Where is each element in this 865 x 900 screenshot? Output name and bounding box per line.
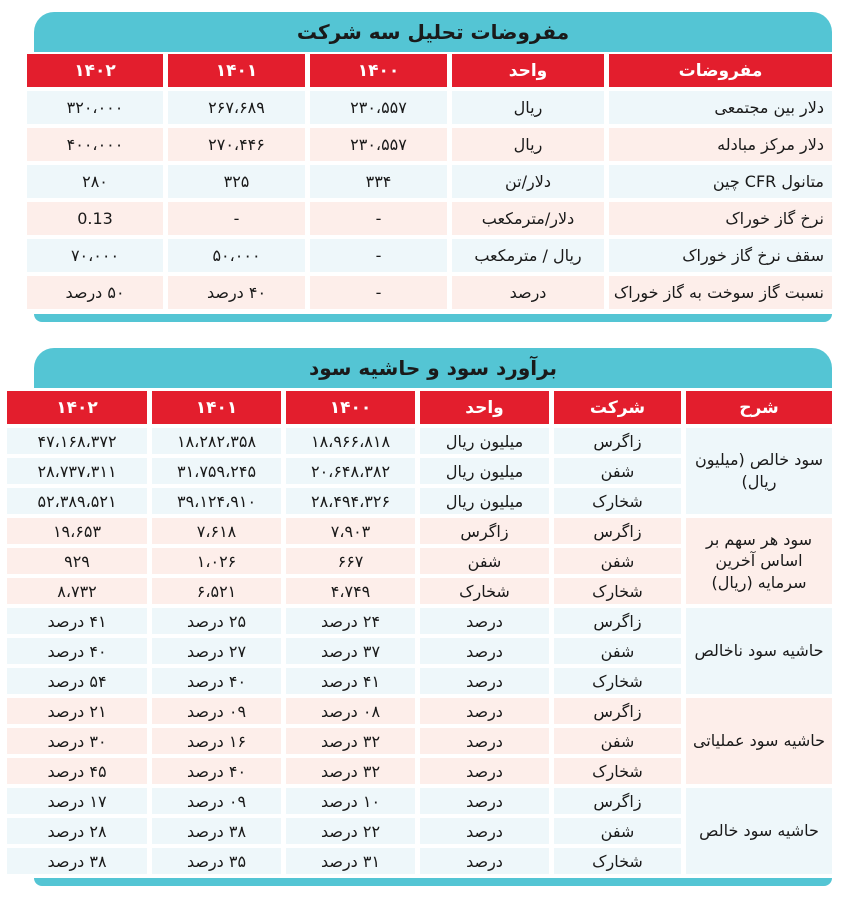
column-header: مفروضات: [609, 54, 832, 87]
company-cell: زاگرس: [554, 428, 681, 454]
table-cell: ۴۷،۱۶۸،۳۷۲: [7, 428, 147, 454]
table-cell: ۱۸،۹۶۶،۸۱۸: [286, 428, 415, 454]
table-cell: ۳۸ درصد: [7, 848, 147, 874]
table-cell: ریال: [452, 128, 604, 161]
table-cell: دلار/تن: [452, 165, 604, 198]
table-cell: ۲۳۰،۵۵۷: [310, 91, 447, 124]
table-cell: ۴۰ درصد: [152, 668, 281, 694]
column-header: واحد: [420, 391, 549, 424]
table-cell: ۷،۹۰۳: [286, 518, 415, 544]
table-cell: ۲۱ درصد: [7, 698, 147, 724]
table-cell: ۱۹،۶۵۳: [7, 518, 147, 544]
table-cell: ۳۲ درصد: [286, 758, 415, 784]
company-cell: زاگرس: [554, 608, 681, 634]
company-cell: زاگرس: [554, 788, 681, 814]
table-cell: ۳۷ درصد: [286, 638, 415, 664]
assumptions-title: مفروضات تحلیل سه شرکت: [34, 12, 832, 52]
table-cell: ۶،۵۲۱: [152, 578, 281, 604]
group-label: حاشیه سود عملیاتی: [686, 698, 832, 784]
table-cell: شخارک: [420, 578, 549, 604]
company-cell: شفن: [554, 638, 681, 664]
group-label: سود خالص (میلیون ریال): [686, 428, 832, 514]
column-header: ۱۴۰۰: [286, 391, 415, 424]
table-cell: ریال / مترمکعب: [452, 239, 604, 272]
profit-table: [18, 391, 832, 874]
table-cell: ۰۹ درصد: [152, 788, 281, 814]
table-cell: -: [310, 239, 447, 272]
column-header: ۱۴۰۰: [310, 54, 447, 87]
table-cell: ۳۲۵: [168, 165, 305, 198]
table-cell: -: [310, 202, 447, 235]
table-cell: ۹۲۹: [7, 548, 147, 574]
row-label: دلار مرکز مبادله: [609, 128, 832, 161]
table-cell: درصد: [420, 818, 549, 844]
company-cell: شفن: [554, 548, 681, 574]
table-cell: -: [310, 276, 447, 309]
table-cell: درصد: [420, 728, 549, 754]
table-cell: میلیون ریال: [420, 458, 549, 484]
table-cell: درصد: [420, 608, 549, 634]
company-cell: زاگرس: [554, 698, 681, 724]
table-cell: ۷،۶۱۸: [152, 518, 281, 544]
table-cell: ۲۷ درصد: [152, 638, 281, 664]
group-label: حاشیه سود ناخالص: [686, 608, 832, 694]
row-label: سقف نرخ گاز خوراک: [609, 239, 832, 272]
table-cell: شفن: [420, 548, 549, 574]
table-cell: درصد: [420, 758, 549, 784]
table-cell: ۳۹،۱۲۴،۹۱۰: [152, 488, 281, 514]
table-cell: 0.13: [27, 202, 163, 235]
table-cell: درصد: [420, 668, 549, 694]
table-cell: ۴۰ درصد: [7, 638, 147, 664]
table-cell: ۳۰ درصد: [7, 728, 147, 754]
table-cell: -: [168, 202, 305, 235]
company-cell: شخارک: [554, 488, 681, 514]
row-label: نسبت گاز سوخت به گاز خوراک: [609, 276, 832, 309]
column-header: شرح: [686, 391, 832, 424]
row-label: نرخ گاز خوراک: [609, 202, 832, 235]
table-cell: ۰۹ درصد: [152, 698, 281, 724]
table-cell: ۴۰ درصد: [152, 758, 281, 784]
table-cell: ریال: [452, 91, 604, 124]
column-header: ۱۴۰۱: [152, 391, 281, 424]
column-header: ۱۴۰۱: [168, 54, 305, 87]
column-header: ۱۴۰۲: [27, 54, 163, 87]
table-cell: ۱۸،۲۸۲،۳۵۸: [152, 428, 281, 454]
table-cell: ۴۰۰،۰۰۰: [27, 128, 163, 161]
table-cell: ۴،۷۴۹: [286, 578, 415, 604]
column-header: شرکت: [554, 391, 681, 424]
table-cell: درصد: [420, 638, 549, 664]
table-cell: ۳۲۰،۰۰۰: [27, 91, 163, 124]
table-cell: ۲۸،۷۳۷،۳۱۱: [7, 458, 147, 484]
company-cell: شخارک: [554, 578, 681, 604]
profit-bottom-bar: [34, 878, 832, 886]
assumptions-bottom-bar: [34, 314, 832, 322]
table-cell: ۲۸ درصد: [7, 818, 147, 844]
profit-section: [22, 348, 832, 888]
company-cell: شخارک: [554, 758, 681, 784]
column-header: ۱۴۰۲: [7, 391, 147, 424]
table-cell: میلیون ریال: [420, 488, 549, 514]
table-cell: ۳۱،۷۵۹،۲۴۵: [152, 458, 281, 484]
table-cell: درصد: [420, 698, 549, 724]
table-cell: ۲۳۰،۵۵۷: [310, 128, 447, 161]
row-label: متانول CFR چین: [609, 165, 832, 198]
table-cell: ۴۵ درصد: [7, 758, 147, 784]
company-cell: شخارک: [554, 668, 681, 694]
table-cell: دلار/مترمکعب: [452, 202, 604, 235]
table-cell: ۶۶۷: [286, 548, 415, 574]
table-cell: ۴۱ درصد: [7, 608, 147, 634]
table-cell: ۴۰ درصد: [168, 276, 305, 309]
assumptions-table: [22, 54, 832, 309]
table-cell: ۵۰ درصد: [27, 276, 163, 309]
table-cell: ۰۸ درصد: [286, 698, 415, 724]
group-label: حاشیه سود خالص: [686, 788, 832, 874]
table-cell: درصد: [452, 276, 604, 309]
table-cell: ۲۸۰: [27, 165, 163, 198]
table-cell: ۲۵ درصد: [152, 608, 281, 634]
group-label: سود هر سهم بر اساس آخرین سرمایه (ریال): [686, 518, 832, 604]
table-cell: ۳۱ درصد: [286, 848, 415, 874]
table-cell: درصد: [420, 848, 549, 874]
company-cell: شخارک: [554, 848, 681, 874]
company-cell: شفن: [554, 818, 681, 844]
table-cell: ۱۷ درصد: [7, 788, 147, 814]
table-cell: ۱۰ درصد: [286, 788, 415, 814]
table-cell: درصد: [420, 788, 549, 814]
table-cell: ۲۰،۶۴۸،۳۸۲: [286, 458, 415, 484]
company-cell: شفن: [554, 728, 681, 754]
table-cell: ۳۸ درصد: [152, 818, 281, 844]
table-cell: ۲۸،۴۹۴،۳۲۶: [286, 488, 415, 514]
column-header: واحد: [452, 54, 604, 87]
table-cell: ۲۴ درصد: [286, 608, 415, 634]
table-cell: ۲۷۰،۴۴۶: [168, 128, 305, 161]
table-cell: ۲۲ درصد: [286, 818, 415, 844]
table-cell: ۳۲ درصد: [286, 728, 415, 754]
table-cell: ۳۳۴: [310, 165, 447, 198]
table-cell: ۵۲،۳۸۹،۵۲۱: [7, 488, 147, 514]
table-cell: ۳۵ درصد: [152, 848, 281, 874]
table-cell: ۷۰،۰۰۰: [27, 239, 163, 272]
table-cell: ۴۱ درصد: [286, 668, 415, 694]
assumptions-section: [22, 12, 832, 324]
profit-title: برآورد سود و حاشیه سود: [34, 348, 832, 388]
table-cell: ۱،۰۲۶: [152, 548, 281, 574]
table-cell: ۲۶۷،۶۸۹: [168, 91, 305, 124]
table-cell: زاگرس: [420, 518, 549, 544]
company-cell: زاگرس: [554, 518, 681, 544]
table-cell: ۵۴ درصد: [7, 668, 147, 694]
row-label: دلار بین مجتمعی: [609, 91, 832, 124]
company-cell: شفن: [554, 458, 681, 484]
table-cell: ۸،۷۳۲: [7, 578, 147, 604]
table-cell: میلیون ریال: [420, 428, 549, 454]
table-cell: ۵۰،۰۰۰: [168, 239, 305, 272]
table-cell: ۱۶ درصد: [152, 728, 281, 754]
